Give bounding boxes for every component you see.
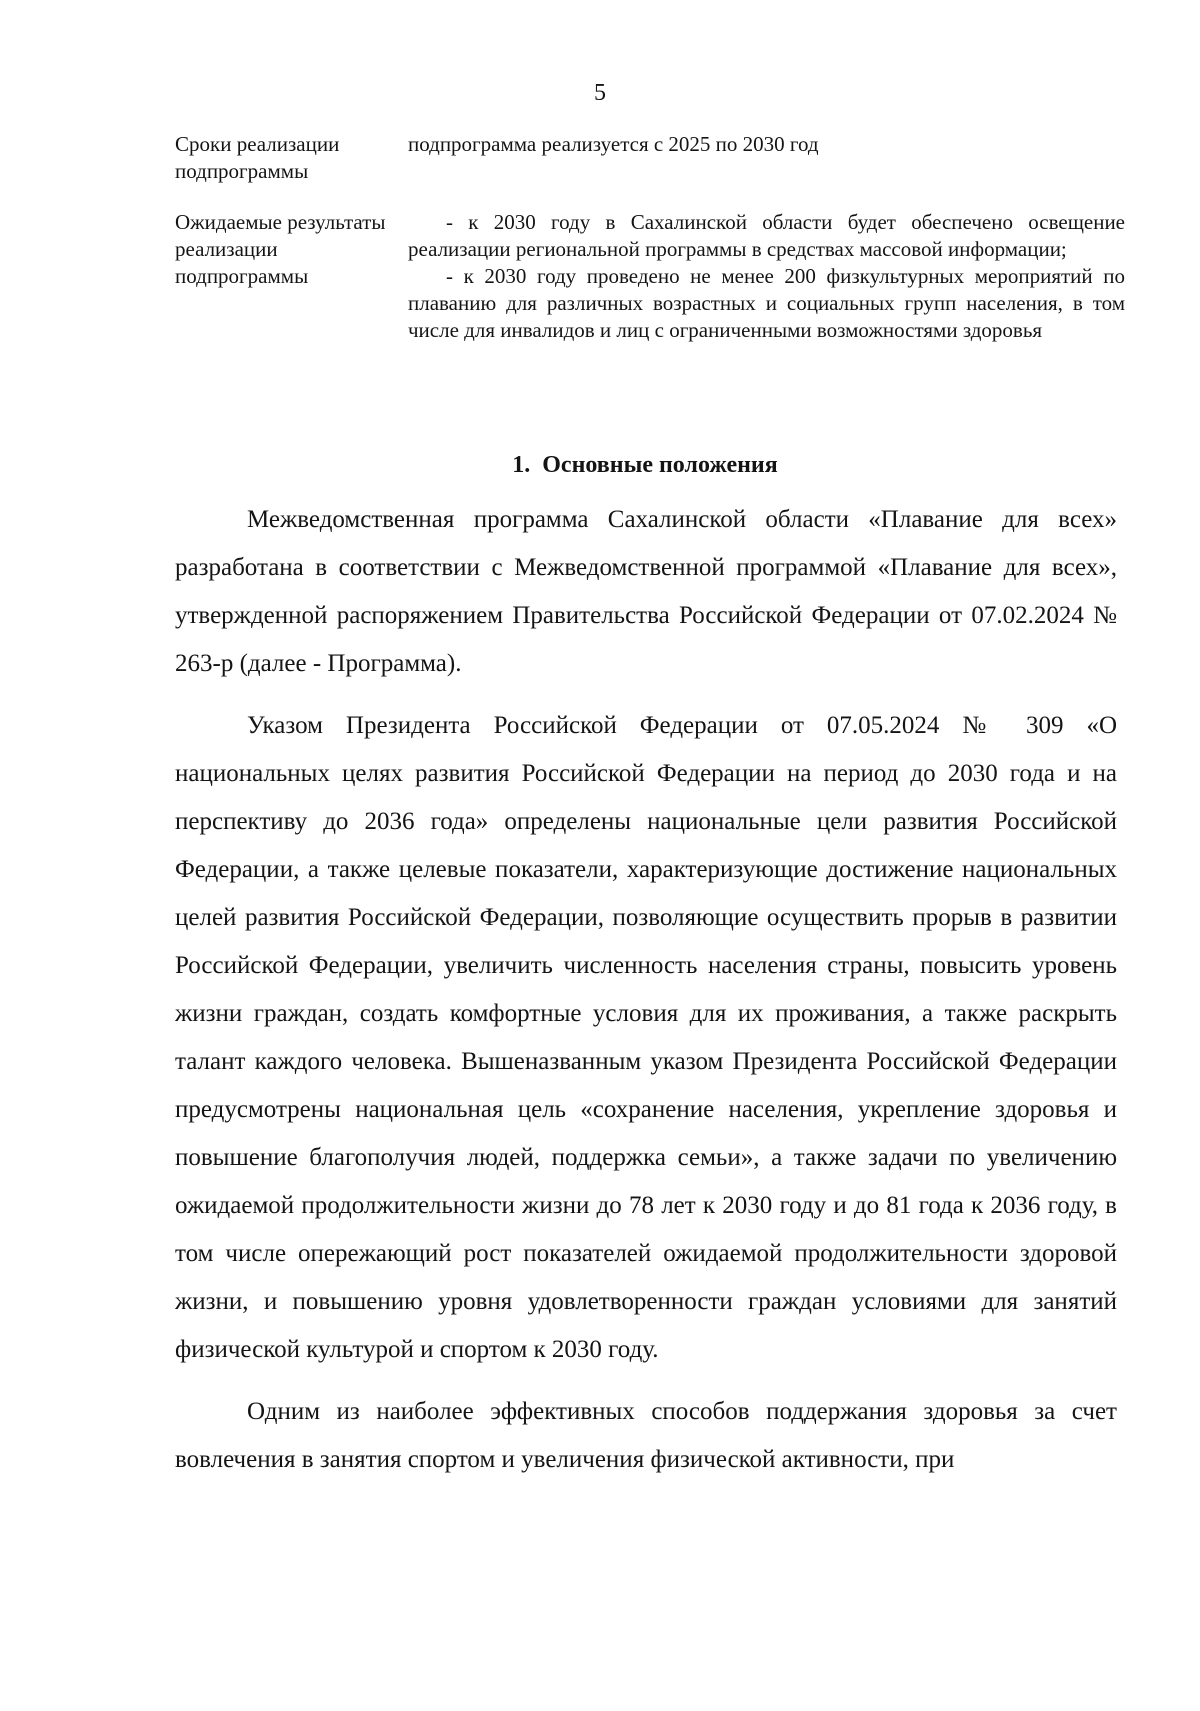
page-number: 5 [594, 80, 606, 106]
passport-terms-text: подпрограмма реализуется с 2025 по 2030 год [408, 132, 819, 156]
section-title: Основные положения [542, 452, 778, 478]
passport-value-results [408, 209, 1125, 344]
section-number: 1. [512, 452, 531, 478]
section-heading [0, 451, 1200, 479]
passport-label-results: Ожидаемые результаты реализации подпрограммы [175, 210, 386, 288]
passport-value-terms [408, 131, 1125, 158]
passport-label-terms: Сроки реализации подпрограммы [175, 132, 340, 183]
result-item: - к 2030 году в Сахалинской области будет обеспечено освещение реализации региональной программы в средствах массовой информации; [408, 210, 1125, 261]
body-text [175, 496, 1117, 1484]
result-item: - к 2030 году проведено не менее 200 физкультурных мероприятий по плаванию для различных возрастных и социальных групп населения, в том числе для инвалидов и лиц с ограниченными возможностями здоровья [408, 264, 1125, 342]
paragraph: Одним из наиболее эффективных способов поддержания здоровья за счет вовлечения в занятия спортом и увеличения физической активности, при [175, 1398, 1117, 1473]
paragraph: Межведомственная программа Сахалинской области «Плавание для всех» разработана в соответствии с Межведомственной программой «Плавание для всех», утвержденной распоряжением Правительства Российской Федерации от 07.02.2024 № 263-р (далее - Программа). [175, 506, 1117, 677]
paragraph: Указом Президента Российской Федерации от 07.05.2024 № 309 «О национальных целях развития Российской Федерации на период до 2030 года и на перспективу до 2036 года» определены национальные цели развития Российской Федерации, а также целевые показатели, характеризующие достижение национальных целей развития Российской Федерации, позволяющие осуществить прорыв в развитии Российской Федерации, увеличить численность населения страны, повысить уровень жизни граждан, создать комфортные условия для их проживания, а также раскрыть талант каждого человека. Вышеназванным указом Президента Российской Федерации предусмотрены национальная цель «сохранение населения, укрепление здоровья и повышение благополучия людей, поддержка семьи», а также задачи по увеличению ожидаемой продолжительности жизни до 78 лет к 2030 году и до 81 года к 2036 году, в том числе опережающий рост показателей ожидаемой продолжительности здоровой жизни, и повышению уровня удовлетворенности граждан условиями для занятий физической культурой и спортом к 2030 году. [175, 712, 1117, 1363]
